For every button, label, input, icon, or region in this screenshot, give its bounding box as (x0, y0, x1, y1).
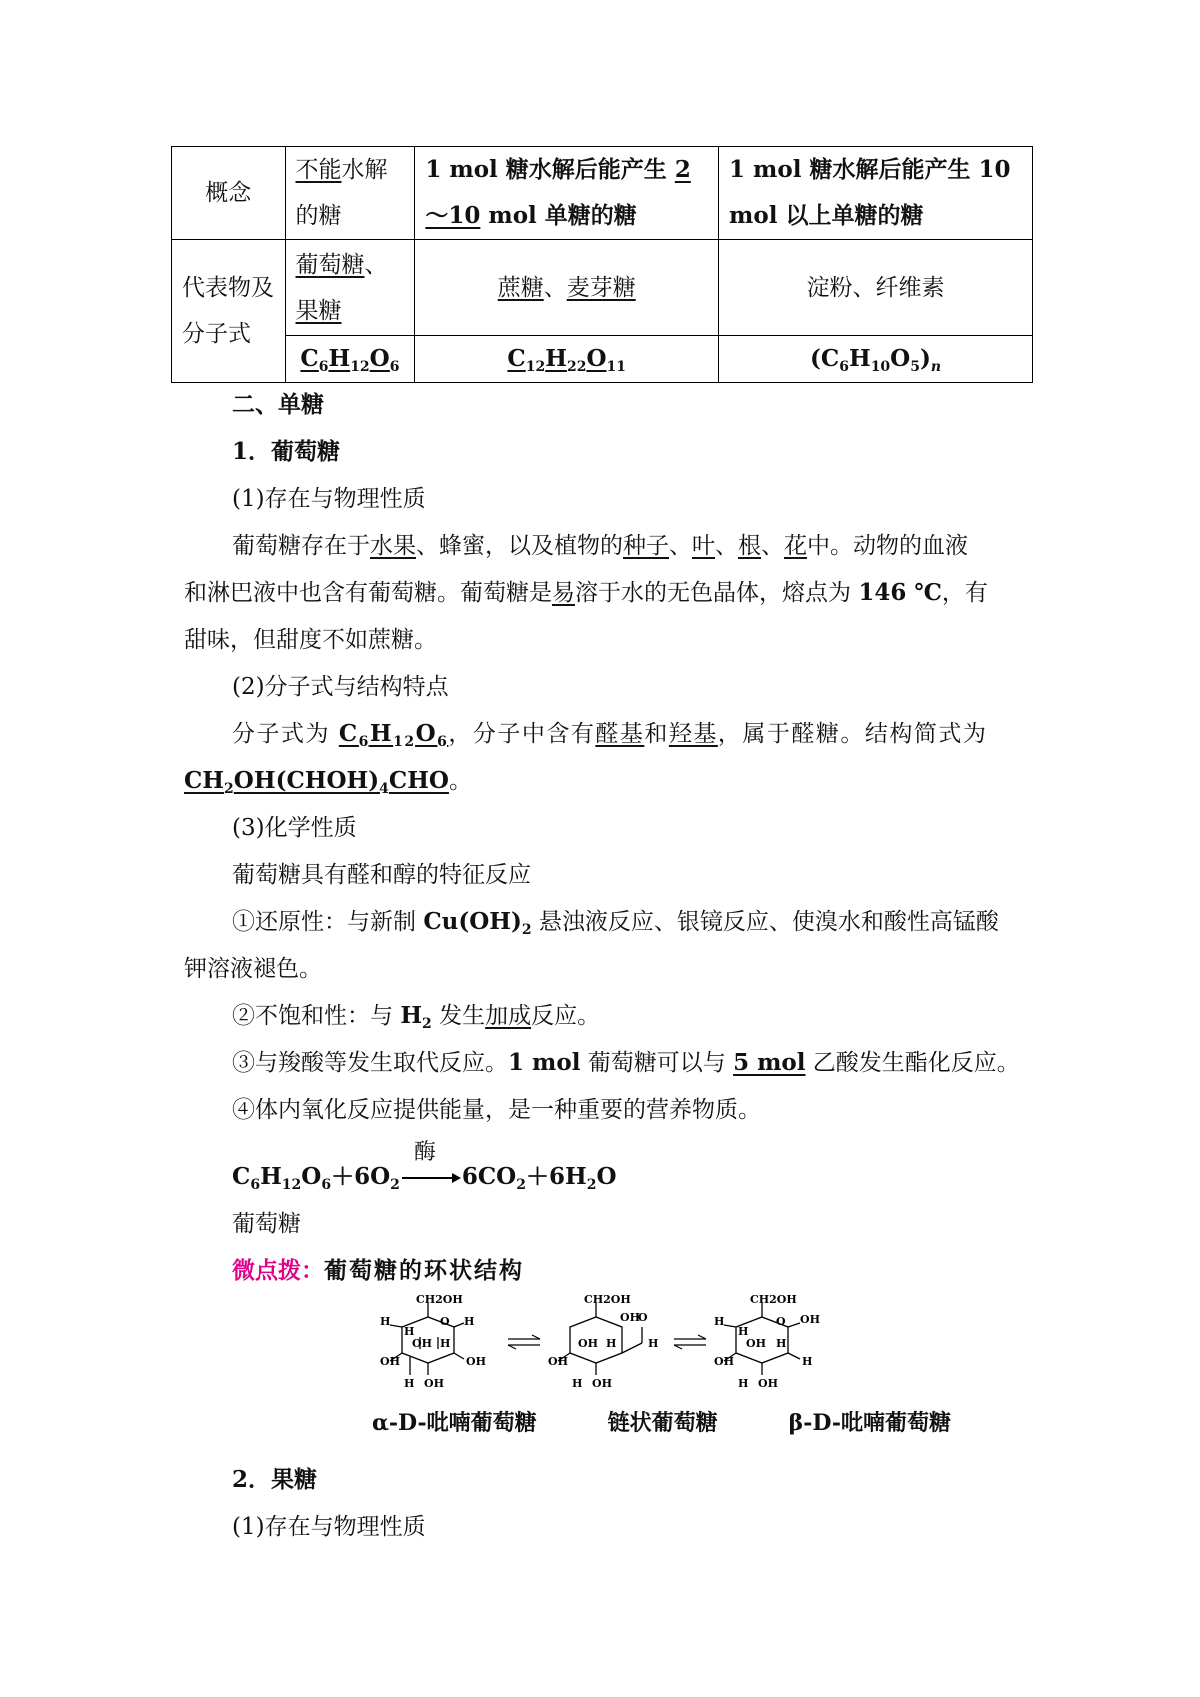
svg-text:H: H (572, 1377, 583, 1390)
paragraph-line: 钾溶液褪色。 (184, 956, 322, 982)
table-row (172, 336, 1033, 383)
tip-label: 微点拨： (232, 1257, 324, 1284)
table-cell: 1 mol 糖水解后能产生 2～10 mol 单糖的糖 (415, 147, 719, 240)
svg-text:H: H (464, 1315, 475, 1328)
structure-captions (372, 1406, 951, 1437)
table-cell: $C_6H_{12}O_6$ (285, 336, 415, 383)
svg-text:OH: OH (424, 1377, 444, 1390)
svg-text:H: H (738, 1377, 749, 1390)
table-cell: 蔗糖、麦芽糖 (415, 240, 719, 336)
paragraph-line: $CH_2OH(CHOH)_4CHO$。 (184, 767, 472, 797)
paragraph-line: 葡萄糖具有醛和醇的特征反应 (232, 862, 531, 888)
svg-text:OH: OH (714, 1355, 734, 1368)
svg-text:OH: OH (620, 1311, 640, 1324)
svg-text:H: H (648, 1337, 659, 1350)
table-cell: 葡萄糖、果糖 (285, 240, 415, 336)
svg-text:H: H (440, 1337, 451, 1350)
svg-text:O: O (638, 1311, 648, 1324)
table-cell: $C_{12}H_{22}O_{11}$ (415, 336, 719, 383)
paragraph-heading: (1)存在与物理性质 (232, 486, 426, 512)
caption-alpha: α-D-吡喃葡萄糖 (372, 1410, 537, 1436)
paragraph-line: 甜味，但甜度不如蔗糖。 (184, 627, 437, 653)
table-cell: 代表物及分子式 (172, 240, 286, 383)
svg-text:H: H (776, 1337, 787, 1350)
paragraph-heading: (1)存在与物理性质 (232, 1514, 426, 1540)
svg-text:H: H (606, 1337, 617, 1350)
svg-text:OH: OH (800, 1313, 820, 1326)
reaction-arrow: 酶 (400, 1168, 462, 1188)
svg-text:H: H (714, 1315, 725, 1328)
svg-text:OH: OH (548, 1355, 568, 1368)
equilibrium-arrow-1 (508, 1335, 540, 1349)
paragraph-heading: (2)分子式与结构特点 (232, 674, 449, 700)
equation-label: 葡萄糖 (232, 1211, 301, 1237)
table-cell: 淀粉、纤维素 (719, 240, 1033, 336)
tip-line: 微点拨：葡萄糖的环状结构 (232, 1257, 524, 1284)
subsection-heading: 2．果糖 (232, 1466, 318, 1493)
table-row (172, 147, 1033, 240)
svg-text:O: O (776, 1315, 786, 1328)
paragraph-line: 葡萄糖存在于水果、蜂蜜，以及植物的种子、叶、根、花中。动物的血液 (232, 533, 968, 559)
table-cell: $(C_6H_{10}O_5)_n$ (719, 336, 1033, 383)
caption-chain: 链状葡萄糖 (607, 1410, 718, 1436)
paragraph-line: 分子式为 $C_6H_{12}O_6$，分子中含有醛基和羟基，属于醛糖。结构简式为 (232, 720, 988, 750)
equilibrium-arrow-2 (674, 1335, 706, 1349)
paragraph-line: ③与羧酸等发生取代反应。1 mol 葡萄糖可以与 5 mol 乙酸发生酯化反应。 (232, 1049, 1020, 1076)
paragraph-line: ②不饱和性：与 $H_2$ 发生加成反应。 (232, 1002, 601, 1032)
svg-text:OH: OH (466, 1355, 486, 1368)
svg-text:H: H (738, 1325, 749, 1338)
paragraph-line: 和淋巴液中也含有葡萄糖。葡萄糖是易溶于水的无色晶体，熔点为 146 ℃，有 (184, 579, 988, 606)
paragraph-heading: (3)化学性质 (232, 815, 357, 841)
svg-text:O: O (440, 1315, 450, 1328)
paragraph-line: ④体内氧化反应提供能量，是一种重要的营养物质。 (232, 1097, 761, 1123)
svg-text:H: H (802, 1355, 813, 1368)
svg-text:H: H (380, 1315, 391, 1328)
paragraph-line: ①还原性：与新制 $Cu(OH)_2$ 悬浊液反应、银镜反应、使溴水和酸性高锰酸 (232, 908, 999, 938)
section-heading: 二、单糖 (232, 391, 324, 418)
svg-text:OH: OH (412, 1337, 432, 1350)
table-cell: 不能水解的糖 (285, 147, 415, 240)
chemical-equation: $C_6H_{12}O_6+6O_2$ 酶 $6CO_2+6H_2O$ (232, 1140, 617, 1193)
svg-text:CH2OH: CH2OH (416, 1295, 463, 1306)
svg-text:CH2OH: CH2OH (750, 1295, 797, 1306)
svg-text:OH: OH (746, 1337, 766, 1350)
glucose-ring-structure-diagram (380, 1295, 900, 1395)
svg-text:H: H (404, 1377, 415, 1390)
svg-text:OH: OH (592, 1377, 612, 1390)
caption-beta: β-D-吡喃葡萄糖 (788, 1410, 952, 1436)
table-cell: 1 mol 糖水解后能产生 10 mol 以上单糖的糖 (719, 147, 1033, 240)
table-cell: 概念 (172, 147, 286, 240)
svg-text:CH2OH: CH2OH (584, 1295, 631, 1306)
table-row (172, 240, 1033, 336)
subsection-heading: 1．葡萄糖 (232, 438, 341, 465)
svg-text:H: H (404, 1325, 415, 1338)
svg-text:OH: OH (380, 1355, 400, 1368)
svg-text:OH: OH (758, 1377, 778, 1390)
svg-text:OH: OH (578, 1337, 598, 1350)
saccharide-classification-table (171, 146, 1033, 383)
